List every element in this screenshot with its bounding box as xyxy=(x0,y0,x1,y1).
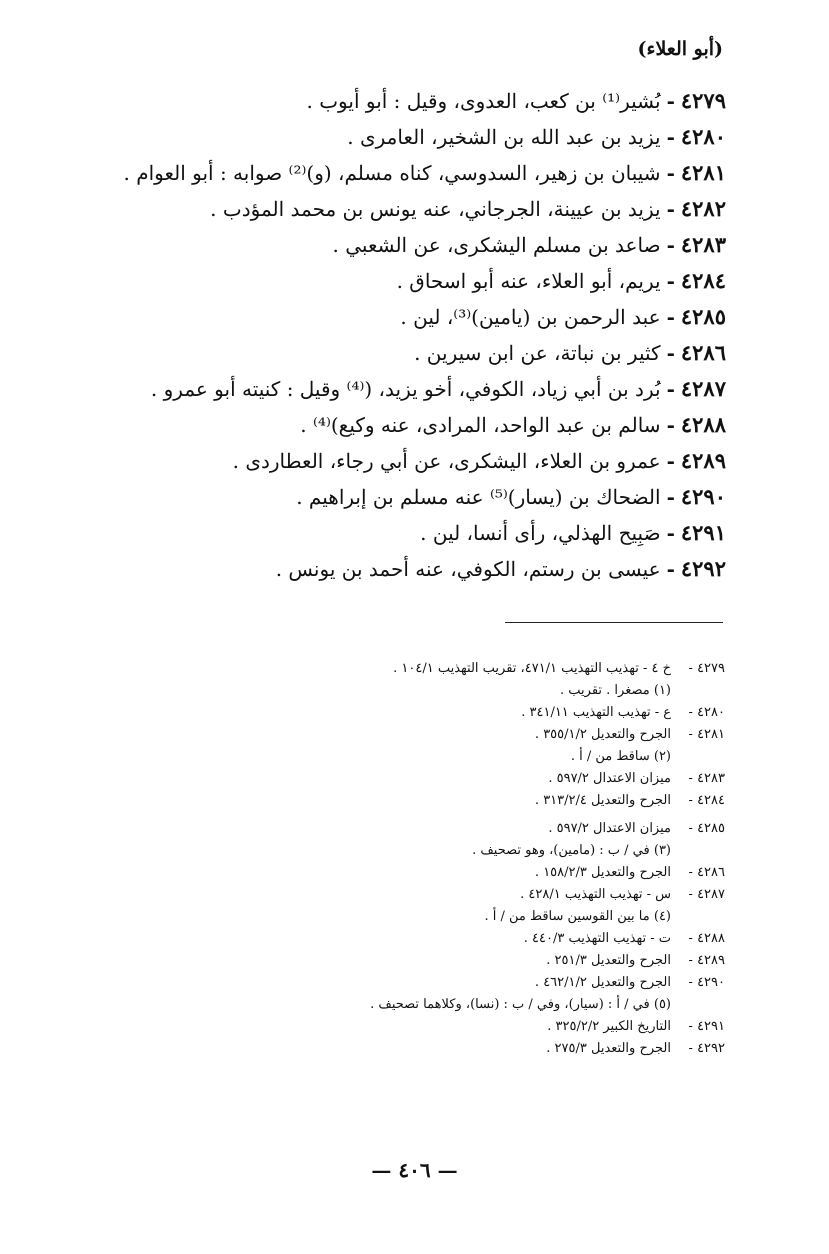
footnote-line xyxy=(195,840,725,862)
footnote-number: ٤٢٩٢ - xyxy=(688,1041,725,1056)
page-number: — ٤٠٦ — xyxy=(371,1158,458,1182)
entry-number: ٤٢٨٨ xyxy=(680,412,726,437)
entry-dash: - xyxy=(666,197,675,221)
entry-dash: - xyxy=(666,161,675,185)
entry-text: صاعد بن مسلم اليشكرى، عن الشعبي . xyxy=(332,233,661,257)
footnote-line xyxy=(195,724,725,746)
footnote-line xyxy=(195,950,725,972)
footnote-line xyxy=(195,680,725,702)
footnote-number: ٤٢٨٦ - xyxy=(688,865,725,880)
entry-text: شيبان بن زهير، السدوسي، كناه مسلم، (و)⁽²⁾ صوابه : أبو العوام . xyxy=(123,161,661,185)
footnote-group xyxy=(195,818,725,862)
footnote-text: (٢) ساقط من / أ . xyxy=(570,749,671,764)
footnote-group xyxy=(195,884,725,928)
entry-dash: - xyxy=(666,269,675,293)
entry-row xyxy=(86,479,726,515)
footnote-number xyxy=(679,840,725,862)
entry-row xyxy=(86,371,726,407)
footnote-group xyxy=(195,1016,725,1038)
entry-row xyxy=(86,299,726,335)
footnote-line xyxy=(195,884,725,906)
entry-dash: - xyxy=(666,449,675,473)
footnote-group xyxy=(195,768,725,790)
entry-row xyxy=(86,407,726,443)
footnote-divider xyxy=(505,622,723,623)
entry-number: ٤٢٨٦ xyxy=(680,340,726,365)
entry-number: ٤٢٨٢ xyxy=(680,196,726,221)
footnote-text: التاريخ الكبير ٣٢٥/٢/٢ . xyxy=(547,1019,671,1034)
entry-number: ٤٢٨٠ xyxy=(680,124,726,149)
footnote-number: ٤٢٨١ - xyxy=(688,727,725,742)
entry-number: ٤٢٨٩ xyxy=(680,448,726,473)
footnote-text: خ ٤ - تهذيب التهذيب ٤٧١/١، تقريب التهذيب ١٠٤/١ . xyxy=(393,661,671,676)
footnote-line xyxy=(195,972,725,994)
entry-dash: - xyxy=(666,557,675,581)
footnote-text: (٣) في / ب : (مامين)، وهو تصحيف . xyxy=(472,843,671,858)
entry-number: ٤٢٨٧ xyxy=(680,376,726,401)
footnote-number xyxy=(679,906,725,928)
entry-row xyxy=(86,83,726,119)
entry-dash: - xyxy=(666,413,675,437)
entry-row xyxy=(86,443,726,479)
entry-dash: - xyxy=(666,305,675,329)
footnote-line xyxy=(195,768,725,790)
entry-text: كثير بن نباتة، عن ابن سيرين . xyxy=(414,341,661,365)
entry-row xyxy=(86,515,726,551)
entry-text: عمرو بن العلاء، اليشكرى، عن أبي رجاء، العطاردى . xyxy=(232,449,661,473)
footnote-line xyxy=(195,862,725,884)
footnote-group xyxy=(195,950,725,972)
entry-row xyxy=(86,335,726,371)
entry-number: ٤٢٨٥ xyxy=(680,304,726,329)
entry-dash: - xyxy=(666,485,675,509)
entry-text: سالم بن عبد الواحد، المرادى، عنه وكيع)⁽⁴⁾ . xyxy=(300,413,661,437)
entry-number: ٤٢٨٣ xyxy=(680,232,726,257)
footnote-number xyxy=(679,994,725,1016)
footnote-text: س - تهذيب التهذيب ٤٢٨/١ . xyxy=(520,887,671,902)
entry-dash: - xyxy=(666,341,675,365)
footnote-number: ٤٢٧٩ - xyxy=(688,661,725,676)
entry-dash: - xyxy=(666,233,675,257)
footnote-number: ٤٢٨٧ - xyxy=(688,887,725,902)
footnote-text: الجرح والتعديل ١٥٨/٢/٣ . xyxy=(534,865,671,880)
entry-text: يزيد بن عيينة، الجرجاني، عنه يونس بن محمد المؤدب . xyxy=(210,197,661,221)
footnote-line xyxy=(195,818,725,840)
entry-dash: - xyxy=(666,125,675,149)
footnote-group xyxy=(195,724,725,768)
footnotes xyxy=(195,658,725,1060)
footnote-text: (١) مصغرا . تقريب . xyxy=(560,683,671,698)
footnote-group xyxy=(195,862,725,884)
entry-number: ٤٢٩٢ xyxy=(680,556,726,581)
entry-number: ٤٢٩١ xyxy=(680,520,726,545)
entry-text: عبد الرحمن بن (يامين)⁽³⁾، لين . xyxy=(400,305,661,329)
footnote-text: الجرح والتعديل ٣٥٥/١/٢ . xyxy=(534,727,671,742)
footnote-number: ٤٢٨٨ - xyxy=(688,931,725,946)
entry-row xyxy=(86,263,726,299)
entry-number: ٤٢٩٠ xyxy=(680,484,726,509)
footnote-number xyxy=(679,746,725,768)
footnote-text: الجرح والتعديل ٢٥١/٣ . xyxy=(546,953,671,968)
entry-text: بُشير⁽¹⁾ بن كعب، العدوى، وقيل : أبو أيوب . xyxy=(306,89,661,113)
footnote-number: ٤٢٩٠ - xyxy=(688,975,725,990)
footnote-text: ميزان الاعتدال ٥٩٧/٢ . xyxy=(548,821,671,836)
footnote-number xyxy=(679,680,725,702)
entry-number: ٤٢٧٩ xyxy=(680,88,726,113)
entry-dash: - xyxy=(666,89,675,113)
entry-row xyxy=(86,119,726,155)
entry-number: ٤٢٨١ xyxy=(680,160,726,185)
entry-row xyxy=(86,191,726,227)
entry-text: صَبِيح الهذلي، رأى أنسا، لين . xyxy=(420,521,661,545)
footnote-group xyxy=(195,790,725,812)
footnote-text: الجرح والتعديل ٤٦٢/١/٢ . xyxy=(534,975,671,990)
footnote-line xyxy=(195,790,725,812)
entry-number: ٤٢٨٤ xyxy=(680,268,726,293)
footnote-number: ٤٢٨٠ - xyxy=(688,705,725,720)
footnote-number: ٤٢٩١ - xyxy=(688,1019,725,1034)
footnote-line xyxy=(195,928,725,950)
footnote-number: ٤٢٨٤ - xyxy=(688,793,725,808)
footnote-group xyxy=(195,928,725,950)
entry-row xyxy=(86,227,726,263)
footnote-number: ٤٢٨٩ - xyxy=(688,953,725,968)
footnote-line xyxy=(195,658,725,680)
footnote-text: الجرح والتعديل ٣١٣/٢/٤ . xyxy=(534,793,671,808)
footnote-text: (٤) ما بين القوسين ساقط من / أ . xyxy=(484,909,671,924)
entry-dash: - xyxy=(666,377,675,401)
footnote-text: ت - تهذيب التهذيب ٤٤٠/٣ . xyxy=(523,931,671,946)
running-header: (أبو العلاء) xyxy=(637,38,723,60)
footnote-line xyxy=(195,1038,725,1060)
footnote-text: (٥) في / أ : (سيار)، وفي / ب : (نسا)، وكلاهما تصحيف . xyxy=(370,997,671,1012)
entry-text: بُرد بن أبي زياد، الكوفي، أخو يزيد، (⁽⁴⁾ وقيل : كنيته أبو عمرو . xyxy=(150,377,661,401)
footnote-group xyxy=(195,658,725,702)
entry-list xyxy=(86,83,726,587)
footnote-line xyxy=(195,746,725,768)
entry-dash: - xyxy=(666,521,675,545)
entry-text: عيسى بن رستم، الكوفي، عنه أحمد بن يونس . xyxy=(275,557,661,581)
footnote-line xyxy=(195,702,725,724)
footnote-group xyxy=(195,972,725,1016)
footnote-text: ع - تهذيب التهذيب ٣٤١/١١ . xyxy=(521,705,671,720)
entry-row xyxy=(86,551,726,587)
footnote-text: ميزان الاعتدال ٥٩٧/٢ . xyxy=(548,771,671,786)
footnote-line xyxy=(195,1016,725,1038)
footnote-group xyxy=(195,1038,725,1060)
footnote-number: ٤٢٨٥ - xyxy=(688,821,725,836)
entry-text: يريم، أبو العلاء، عنه أبو اسحاق . xyxy=(396,269,661,293)
footnote-number: ٤٢٨٣ - xyxy=(688,771,725,786)
footnote-line xyxy=(195,994,725,1016)
footnote-group xyxy=(195,702,725,724)
footnote-line xyxy=(195,906,725,928)
entry-text: الضحاك بن (يسار)⁽⁵⁾ عنه مسلم بن إبراهيم . xyxy=(296,485,661,509)
footnote-text: الجرح والتعديل ٢٧٥/٣ . xyxy=(546,1041,671,1056)
entry-text: يزيد بن عبد الله بن الشخير، العامرى . xyxy=(347,125,661,149)
entry-row xyxy=(86,155,726,191)
